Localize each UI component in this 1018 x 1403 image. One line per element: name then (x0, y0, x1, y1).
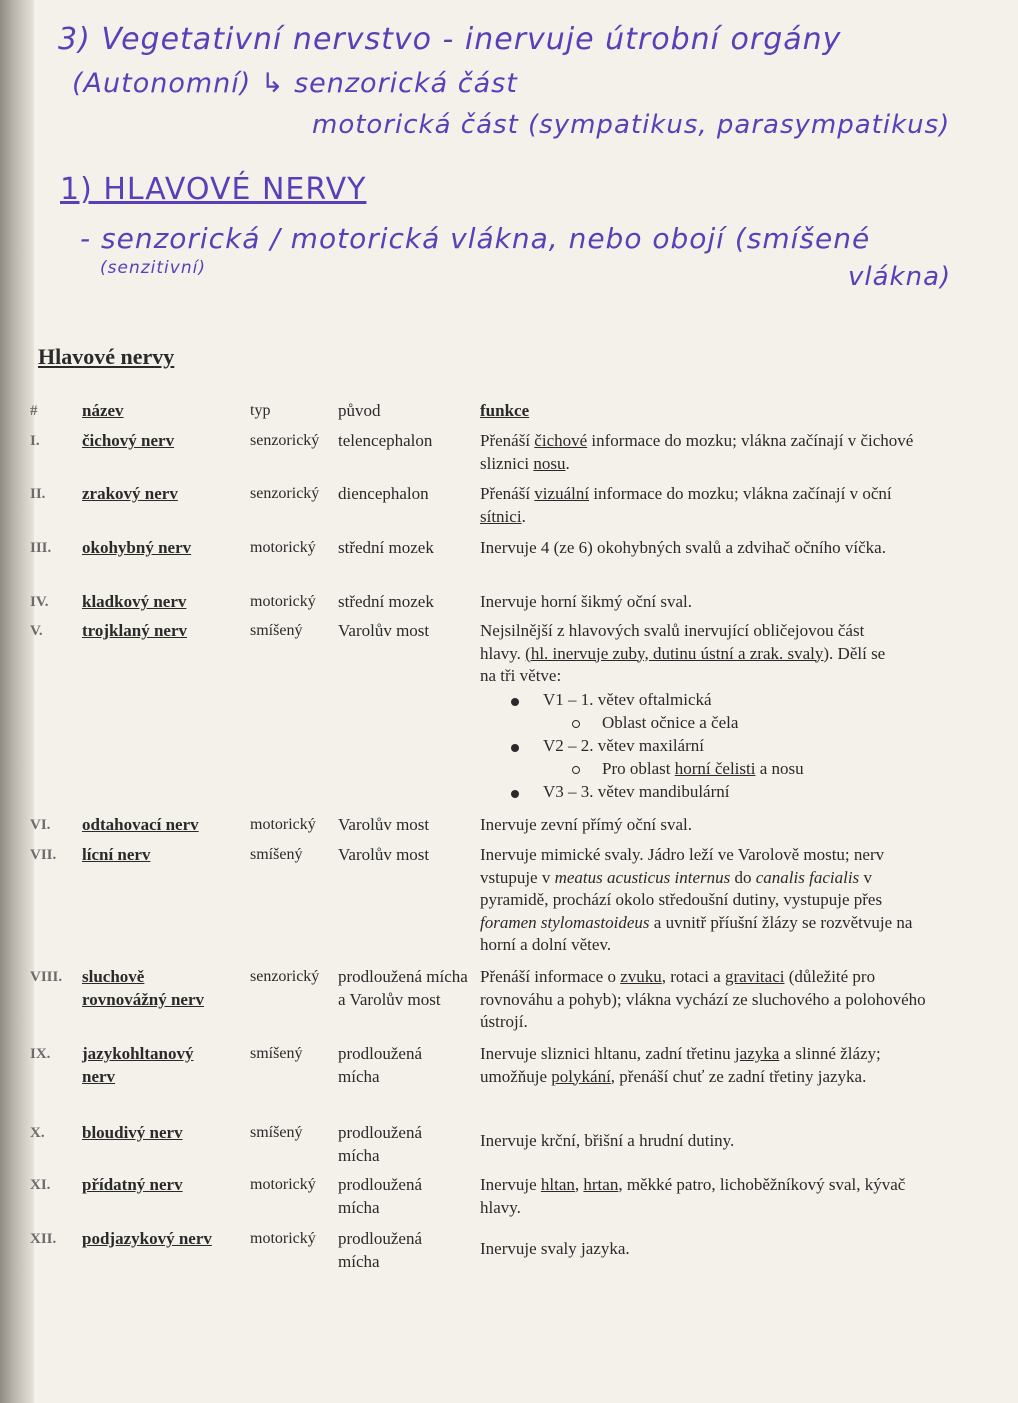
row-origin: prodloužená mícha (338, 1044, 423, 1086)
row-type: senzorický (250, 968, 320, 985)
row-name: odtahovací nerv (82, 815, 199, 834)
row-name: podjazykový nerv (82, 1229, 212, 1248)
handwritten-line-3: motorická část (sympatikus, parasympatikus) (312, 110, 951, 140)
row-function: Inervuje 4 (ze 6) okohybných svalů a zdvihač očního víčka. (480, 538, 886, 557)
handwritten-line-4: 1) HLAVOVÉ NERVY (60, 172, 367, 207)
row-origin: Varolův most (338, 845, 430, 864)
bullet-icon (511, 698, 519, 706)
circle-bullet-icon (572, 720, 580, 728)
row-num: XII. (30, 1231, 57, 1247)
row-name: sluchově rovnovážný nerv (82, 967, 204, 1009)
handwritten-line-6: (senzitivní) (100, 258, 206, 278)
header-function: funkce (480, 401, 530, 420)
header-num: # (30, 403, 38, 419)
header-name: název (82, 401, 124, 420)
row-num: X. (30, 1125, 45, 1141)
row-num: VI. (30, 817, 51, 833)
row-function: Přenáší informace o zvuku, rotaci a gravitaci (důležité pro rovnováhu a pohyb); vlákna vychází ze sluchového a polohového ústrojí. (480, 967, 926, 1031)
row-num: II. (30, 486, 46, 502)
row-name: jazykohltanový nerv (82, 1044, 194, 1086)
branch-v2-detail: Pro oblast horní čelisti a nosu (602, 759, 804, 778)
row-num: IV. (30, 594, 49, 610)
row-type: motorický (250, 1176, 316, 1193)
header-type: typ (250, 402, 271, 419)
page-title: Hlavové nervy (38, 344, 175, 369)
row-type: smíšený (250, 1045, 303, 1062)
branch-v1: V1 – 1. větev oftalmická (543, 690, 712, 709)
bullet-icon (511, 744, 519, 752)
branch-v1-detail: Oblast očnice a čela (602, 713, 739, 732)
row-name: bloudivý nerv (82, 1123, 183, 1142)
row-origin: prodloužená mícha (338, 1229, 423, 1271)
row-name: kladkový nerv (82, 592, 187, 611)
row-function: Inervuje krční, břišní a hrudní dutiny. (480, 1131, 735, 1150)
row-type: senzorický (250, 432, 320, 449)
row-origin: Varolův most (338, 621, 430, 640)
row-name: zrakový nerv (82, 484, 178, 503)
branch-v3: V3 – 3. větev mandibulární (543, 782, 730, 801)
row-name: okohybný nerv (82, 538, 192, 557)
row-function: Inervuje horní šikmý oční sval. (480, 592, 692, 611)
circle-bullet-icon (572, 766, 580, 774)
handwritten-line-7: vlákna) (848, 262, 952, 292)
row-function: Inervuje sliznici hltanu, zadní třetinu jazyka a slinné žlázy; umožňuje polykání, přenáší chuť ze zadní třetiny jazyka. (480, 1044, 881, 1086)
branch-v2: V2 – 2. větev maxilární (543, 736, 704, 755)
row-num: IX. (30, 1046, 51, 1062)
row-function: Inervuje svaly jazyka. (480, 1239, 630, 1258)
row-origin: prodloužená mícha (338, 1175, 423, 1217)
header-origin: původ (338, 401, 381, 420)
row-function: Přenáší vizuální informace do mozku; vlákna začínají v oční sítnici. (480, 484, 892, 526)
row-num: XI. (30, 1177, 51, 1193)
row-function: Inervuje mimické svaly. Jádro leží ve Varolově mostu; nerv vstupuje v meatus acusticus internus do canalis facialis v pyramidě, prochází okolo středoušní dutiny, vystupuje přes foramen stylomastoideus a uvnitř příušní žlázy se rozvětvuje na horní a dolní větev. (480, 845, 913, 954)
row-origin: Varolův most (338, 815, 430, 834)
row-name: čichový nerv (82, 431, 175, 450)
row-type: motorický (250, 593, 316, 610)
row-function: Přenáší čichové informace do mozku; vlákna začínají v čichové sliznici nosu. (480, 431, 914, 473)
row-origin: prodloužená mícha (338, 1123, 423, 1165)
row-origin: prodloužená mícha a Varolův most (338, 967, 468, 1009)
row-type: smíšený (250, 846, 303, 863)
row-num: VIII. (30, 969, 63, 985)
bullet-icon (511, 790, 519, 798)
row-name: trojklaný nerv (82, 621, 187, 640)
table-row (0, 620, 1018, 806)
row-function: Inervuje hltan, hrtan, měkké patro, lichoběžníkový sval, kývač hlavy. (480, 1175, 906, 1217)
row-num: V. (30, 623, 43, 639)
row-origin: diencephalon (338, 484, 429, 503)
row-num: I. (30, 433, 40, 449)
handwritten-line-1: 3) Vegetativní nervstvo - inervuje útrobní orgány (58, 22, 842, 57)
row-origin: střední mozek (338, 592, 434, 611)
row-type: motorický (250, 539, 316, 556)
row-type: motorický (250, 816, 316, 833)
row-name: přídatný nerv (82, 1175, 183, 1194)
row-type: motorický (250, 1230, 316, 1247)
row-num: III. (30, 540, 52, 556)
row-origin: střední mozek (338, 538, 434, 557)
row-function: Inervuje zevní přímý oční sval. (480, 815, 692, 834)
row-function: Nejsilnější z hlavových svalů inervující obličejovou část hlavy. (hl. inervuje zuby, dutinu ústní a zrak. svaly). Dělí se na tři větve: (480, 621, 886, 685)
row-type: smíšený (250, 622, 303, 639)
row-origin: telencephalon (338, 431, 433, 450)
row-name: lícní nerv (82, 845, 151, 864)
row-type: senzorický (250, 485, 320, 502)
handwritten-line-5: - senzorická / motorická vlákna, nebo obojí (smíšené (80, 222, 871, 255)
row-type: smíšený (250, 1124, 303, 1141)
row-num: VII. (30, 847, 57, 863)
handwritten-line-2: (Autonomní) ↳ senzorická část (72, 68, 518, 99)
